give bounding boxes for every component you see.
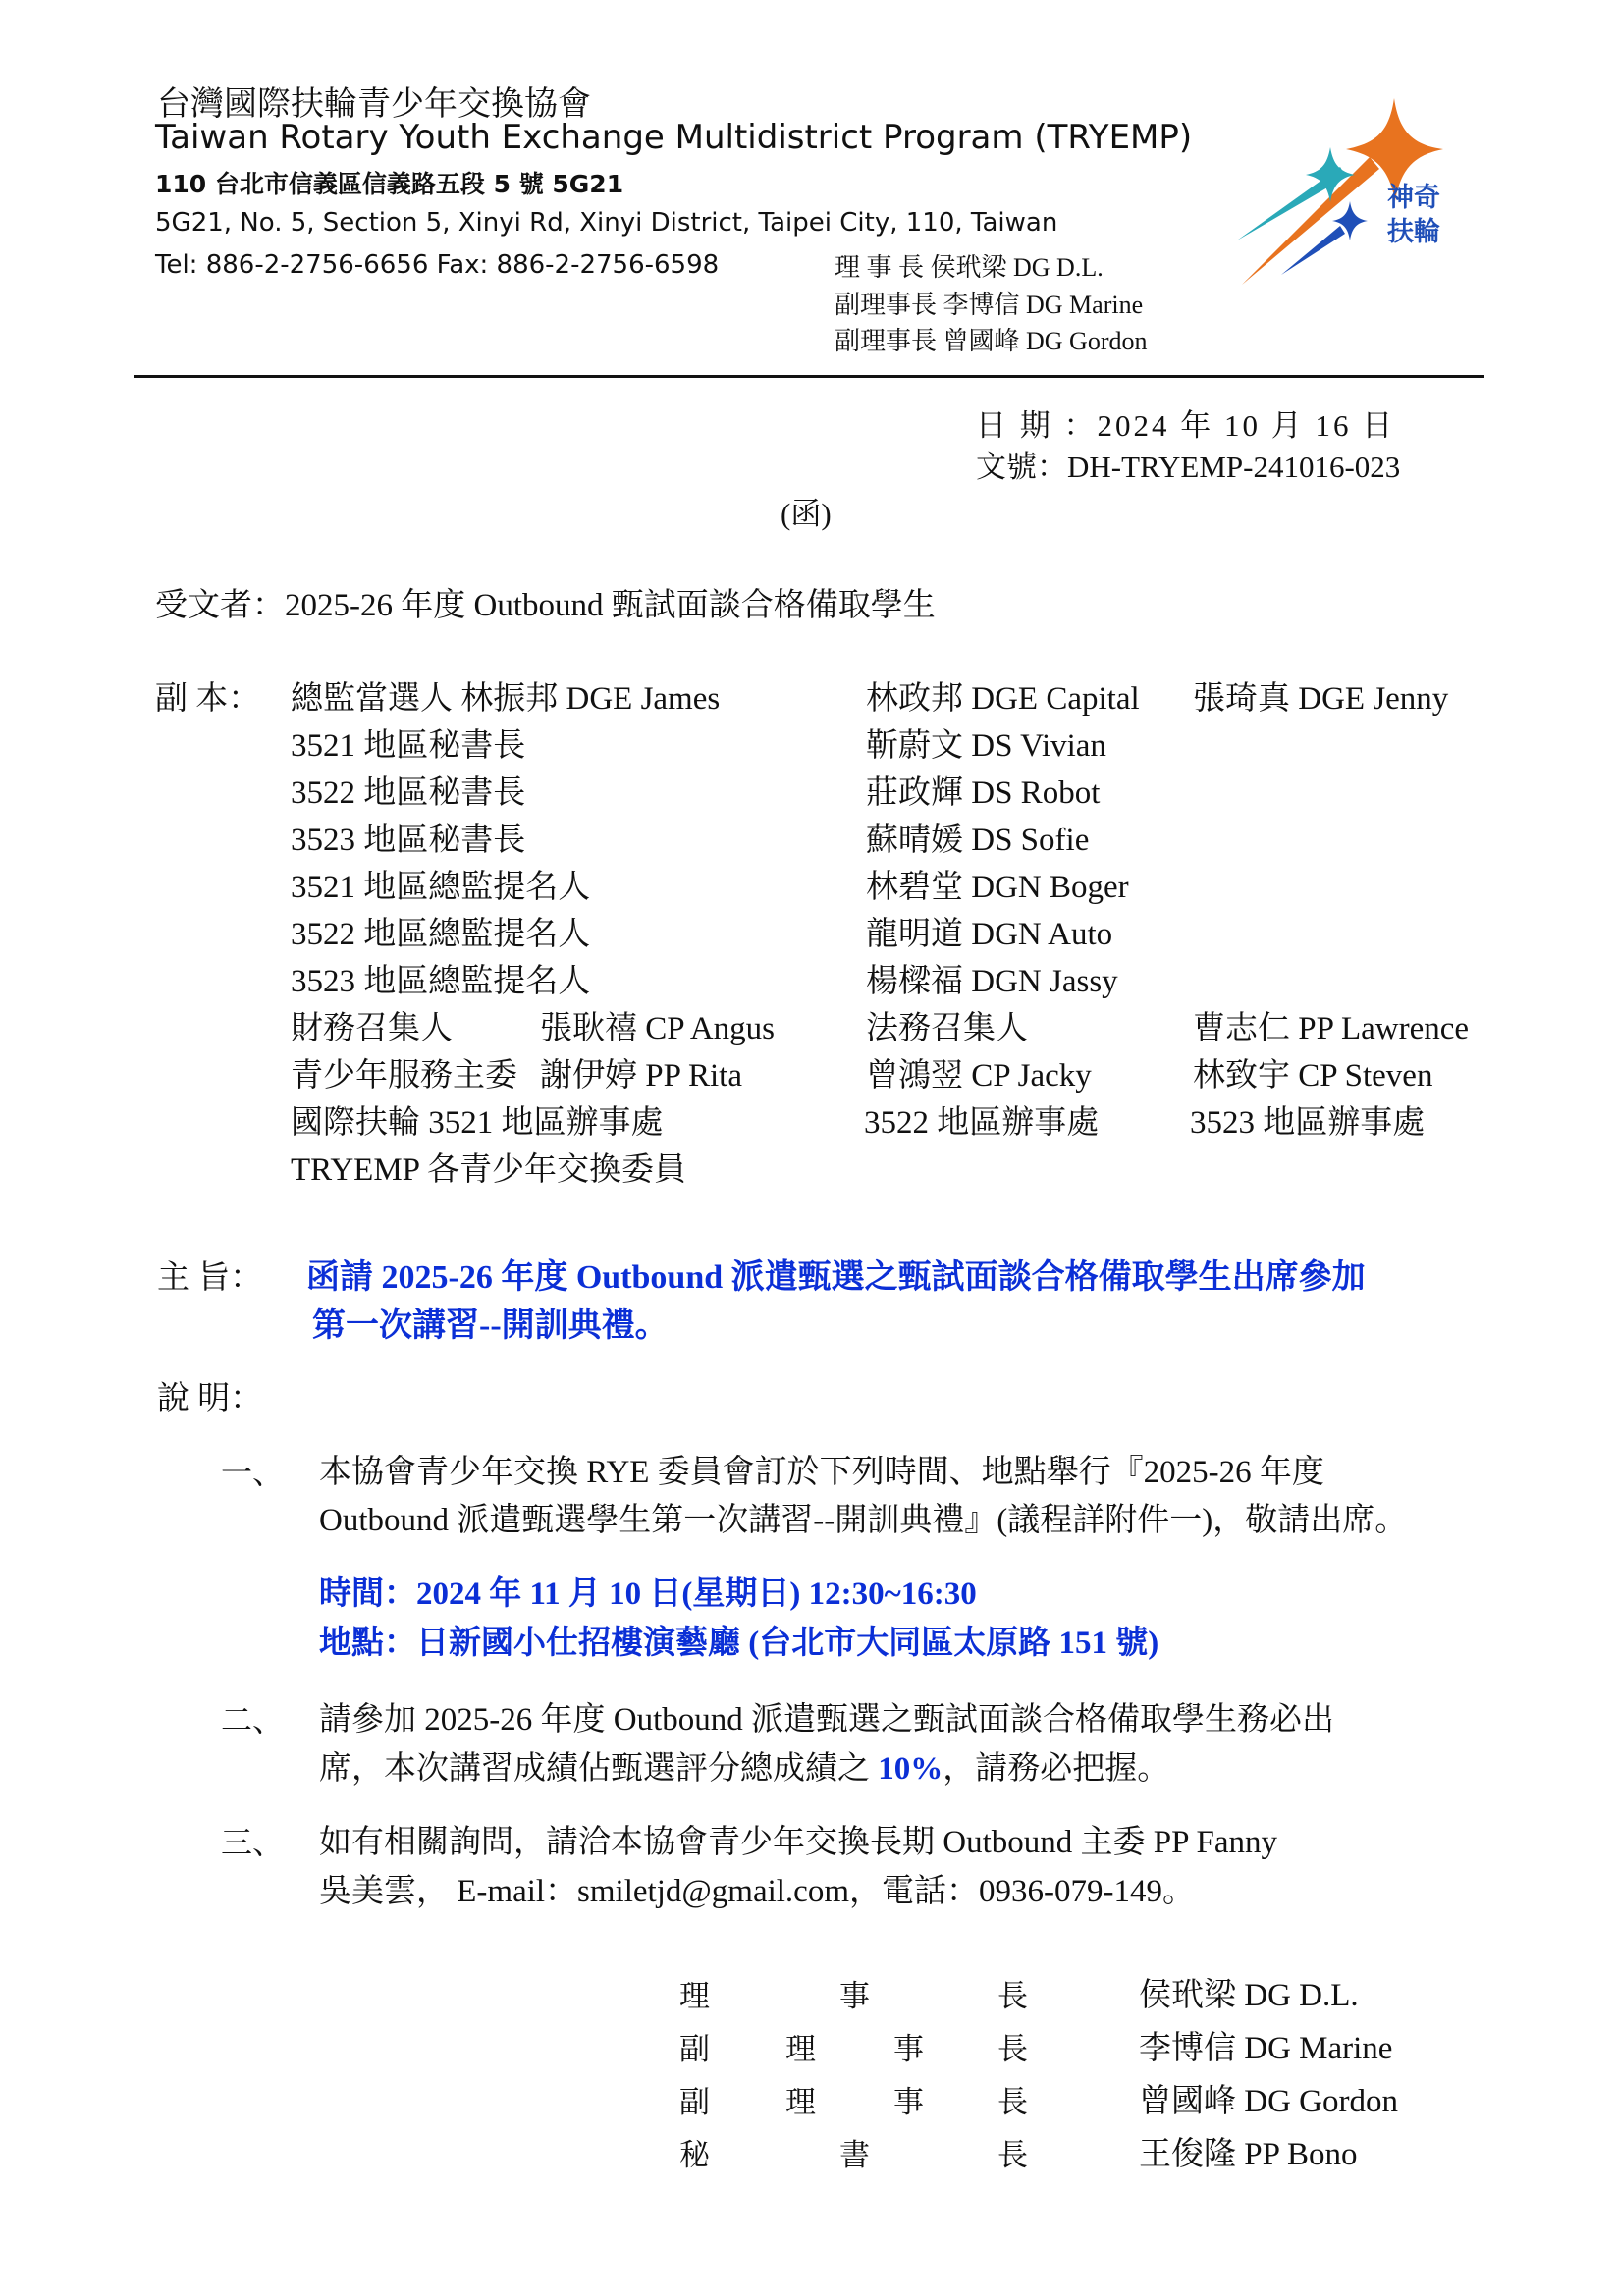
signatory-name: 曾國峰 DG Gordon <box>1139 2084 1398 2119</box>
sig-title-char: 理 <box>679 1979 710 2013</box>
cc-entry: 曾鴻翌 CP Jacky <box>866 1058 1092 1094</box>
cc-entry: 青少年服務主委 <box>291 1058 517 1094</box>
cc-entry: 張耿禧 CP Angus <box>540 1011 775 1046</box>
item-number: 二、 <box>221 1702 285 1737</box>
sig-title-char: 副 <box>679 2085 710 2119</box>
logo-text-1: 神奇 <box>1387 183 1440 213</box>
cc-entry: 張琦真 DGE Jenny <box>1193 681 1449 717</box>
org-tel-fax: Tel: 886-2-2756-6656 Fax: 886-2-2756-6598 <box>155 250 720 280</box>
cc-entry: 3522 地區總監提名人 <box>291 917 591 952</box>
star-logo-icon <box>1222 79 1458 294</box>
item-number: 三、 <box>221 1825 285 1860</box>
item-2-text-a: 席，本次講習成績佔甄選評分總成績之 <box>319 1751 879 1787</box>
cc-entry: 靳蔚文 DS Vivian <box>866 728 1106 764</box>
org-address-zh: 110 台北市信義區信義路五段 5 號 5G21 <box>155 170 624 198</box>
signatory-name: 侯玳梁 DG D.L. <box>1139 1978 1359 2013</box>
cc-entry: 龍明道 DGN Auto <box>866 917 1113 952</box>
sig-title-char: 事 <box>839 1979 870 2013</box>
header-divider <box>134 375 1484 378</box>
item-2-line-1: 請參加 2025-26 年度 Outbound 派遣甄選之甄試面談合格備取學生務必出 <box>319 1702 1334 1737</box>
cc-entry: 3522 地區辦事處 <box>864 1105 1100 1141</box>
sig-title-char: 書 <box>839 2138 870 2172</box>
cc-entry: 蘇晴媛 DS Sofie <box>866 823 1090 858</box>
explanation-label: 說 明： <box>157 1381 263 1416</box>
sig-title-char: 理 <box>785 2085 816 2119</box>
item-number: 一、 <box>221 1455 285 1490</box>
event-time: 時間：2024 年 11 月 10 日(星期日) 12:30~16:30 <box>319 1576 977 1612</box>
letter-type-mark: (函) <box>781 497 832 531</box>
item-1-line-1: 本協會青少年交換 RYE 委員會訂於下列時間、地點舉行『2025-26 年度 <box>319 1455 1324 1490</box>
cc-entry: 林致宇 CP Steven <box>1193 1058 1433 1094</box>
sig-title-char: 秘 <box>679 2138 710 2172</box>
cc-entry: TRYEMP 各青少年交換委員 <box>291 1152 687 1188</box>
cc-entry: 楊樑福 DGN Jassy <box>866 964 1118 999</box>
cc-entry: 林碧堂 DGN Boger <box>866 870 1129 905</box>
cc-entry: 財務召集人 <box>291 1011 453 1046</box>
sig-title-char: 長 <box>997 2085 1028 2119</box>
document-number: 文號：DH-TRYEMP-241016-023 <box>976 450 1401 484</box>
org-name-en: Taiwan Rotary Youth Exchange Multidistrict Program (TRYEMP) <box>155 118 1193 157</box>
org-name-zh: 台灣國際扶輪青少年交換協會 <box>157 84 591 124</box>
cc-entry: 總監當選人 林振邦 DGE James <box>291 681 721 717</box>
sig-title-char: 理 <box>785 2032 816 2066</box>
cc-entry: 莊政輝 DS Robot <box>866 775 1101 811</box>
subject-line-1: 函請 2025-26 年度 Outbound 派遣甄選之甄試面談合格備取學生出席參加 <box>306 1259 1366 1296</box>
sig-title-char: 事 <box>893 2085 924 2119</box>
item-2-line-2 <box>319 1742 1169 1789</box>
board-vice-1: 副理事長 李博信 DG Marine <box>835 291 1144 319</box>
board-chair: 理 事 長 侯玳梁 DG D.L. <box>835 253 1104 282</box>
cc-entry: 3521 地區總監提名人 <box>291 870 591 905</box>
cc-entry: 3522 地區秘書長 <box>291 775 526 811</box>
org-address-en: 5G21, No. 5, Section 5, Xinyi Rd, Xinyi District, Taipei City, 110, Taiwan <box>155 208 1058 238</box>
sig-title-char: 事 <box>893 2032 924 2066</box>
sig-title-char: 長 <box>997 2138 1028 2172</box>
cc-entry: 曹志仁 PP Lawrence <box>1193 1011 1470 1046</box>
cc-label: 副 本： <box>155 681 261 717</box>
signatory-name: 王俊隆 PP Bono <box>1139 2137 1358 2172</box>
recipient: 受文者：2025-26 年度 Outbound 甄試面談合格備取學生 <box>155 588 936 623</box>
item-3-line-2: 吳美雲， E-mail：smiletjd@gmail.com，電話：0936-079-149。 <box>319 1874 1195 1909</box>
sig-title-char: 長 <box>997 1979 1028 2013</box>
tryemp-logo <box>1222 79 1458 294</box>
item-2-text-b: ，請務必把握。 <box>943 1751 1170 1787</box>
item-3-line-1: 如有相關詢問，請洽本協會青少年交換長期 Outbound 主委 PP Fanny <box>319 1825 1277 1860</box>
subject-label: 主 旨： <box>157 1260 263 1296</box>
subject-line-2: 第一次講習--開訓典禮。 <box>312 1308 669 1344</box>
event-place: 地點：日新國小仕招樓演藝廳 (台北市大同區太原路 151 號) <box>319 1626 1159 1661</box>
logo-text-2: 扶輪 <box>1387 217 1440 247</box>
cc-entry: 3523 地區秘書長 <box>291 823 526 858</box>
board-vice-2: 副理事長 曾國峰 DG Gordon <box>835 327 1148 355</box>
sig-title-char: 長 <box>997 2032 1028 2066</box>
sig-title-char: 副 <box>679 2032 710 2066</box>
score-percentage: 10% <box>878 1751 943 1787</box>
cc-entry: 3523 地區總監提名人 <box>291 964 591 999</box>
cc-entry: 林政邦 DGE Capital <box>866 681 1140 717</box>
cc-entry: 法務召集人 <box>866 1011 1028 1046</box>
signatory-name: 李博信 DG Marine <box>1139 2031 1393 2066</box>
letter-date: 日 期 ：2024 年 10 月 16 日 <box>976 408 1396 443</box>
cc-entry: 國際扶輪 3521 地區辦事處 <box>291 1105 664 1141</box>
item-1-line-2: Outbound 派遣甄選學生第一次講習--開訓典禮』(議程詳附件一)，敬請出席。 <box>319 1503 1408 1538</box>
cc-entry: 3521 地區秘書長 <box>291 728 526 764</box>
cc-entry: 3523 地區辦事處 <box>1190 1105 1426 1141</box>
cc-entry: 謝伊婷 PP Rita <box>540 1058 742 1094</box>
